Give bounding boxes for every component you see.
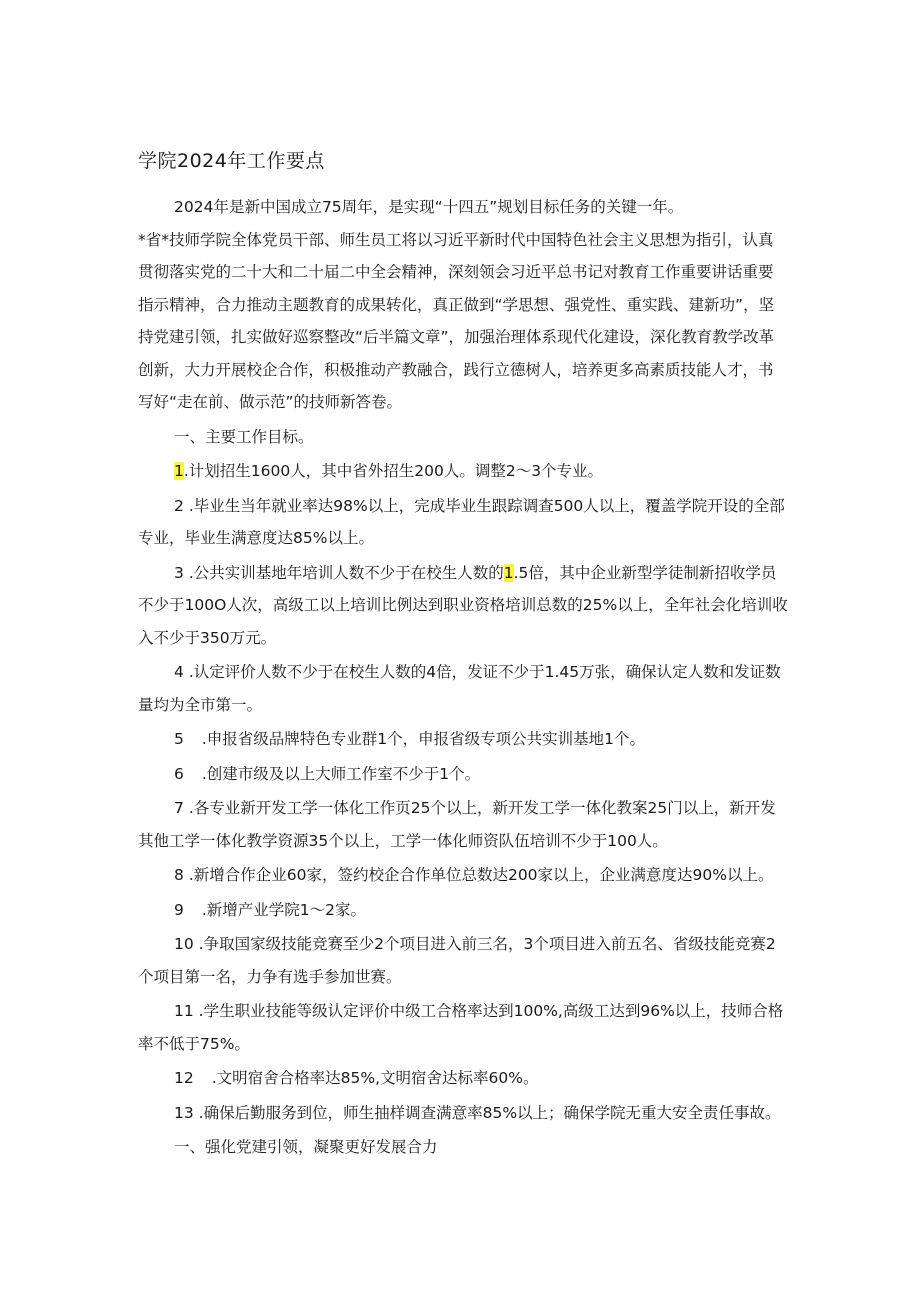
goal-item-3 (138, 557, 788, 655)
goal-item-5 (138, 723, 788, 756)
goal-number: 3 (174, 563, 184, 582)
document-body (138, 191, 788, 1166)
goal-text: .学生职业技能等级认定评价中级工合格率达到100%,高级工达到96%以上，技师合格率不低于75%。 (138, 1002, 784, 1053)
goal-number: 10 (174, 935, 194, 953)
goal-text: .5倍，其中企业新型学徒制新招收学员不少于100O人次，高级工以上培训比例达到职业资格培训总数的25%以上，全年社会化培训收入不少于350万元。 (138, 563, 788, 647)
goal-number: 5 (174, 730, 184, 748)
goal-item-11 (138, 995, 788, 1060)
goal-number: 1 (174, 462, 184, 480)
goal-text: .新增产业学院1～2家。 (201, 900, 367, 919)
goal-item-13 (138, 1097, 788, 1130)
goal-text: .确保后勤服务到位，师生抽样调查满意率85%以上；确保学院无重大安全责任事故。 (198, 1103, 781, 1122)
goal-text: .毕业生当年就业率达98%以上，完成毕业生跟踪调查500人以上，覆盖学院开设的全部专业，毕业生满意度达85%以上。 (138, 496, 785, 547)
goal-text: .新增合作企业60家，签约校企合作单位总数达200家以上，企业满意度达90%以上。 (188, 866, 774, 884)
goal-number: 7 (174, 799, 184, 817)
section-heading-goals: 一、主要工作目标。 (174, 427, 314, 446)
goal-text: .认定评价人数不少于在校生人数的4倍，发证不少于1.45万张，确保认定人数和发证数量均为全市第一。 (138, 663, 781, 714)
goal-item-2 (138, 490, 788, 555)
goal-number: 4 (174, 663, 184, 681)
goal-item-4 (138, 656, 788, 721)
goal-number: 9 (174, 900, 184, 919)
goal-text: .计划招生1600人，其中省外招生200人。调整2～3个专业。 (183, 462, 604, 480)
goal-number: 11 (174, 1002, 194, 1020)
intro-paragraph-rest: *省*技师学院全体党员干部、师生员工将以习近平新时代中国特色社会主义思想为指引，认真贯彻落实党的二十大和二十届二中全会精神，深刻领会习近平总书记对教育工作重要讲话重要指示精神，合力推动主题教育的成果转化，真正做到“学思想、强党性、重实践、建新功”，坚持党建引领，扎实做好巡察整改“后半篇文章”，加强治理体系现代化建设，深化教育教学改革创新，大力开展校企合作，积极推动产教融合，践行立德树人，培养更多高素质技能人才，书写好“走在前、做示范”的技师新答卷。 (138, 230, 775, 411)
intro-first-line: 2024年是新中国成立75周年，是实现“十四五”规划目标任务的关键一年。 (174, 198, 684, 216)
goal-item-7 (138, 792, 788, 857)
goal-text: .申报省级品牌特色专业群1个，申报省级专项公共实训基地1个。 (201, 730, 646, 748)
goal-item-9 (138, 894, 788, 927)
goal-text: .公共实训基地年培训人数不少于在校生人数的 (188, 563, 504, 582)
goal-item-10 (138, 928, 788, 993)
goal-item-1 (138, 455, 788, 488)
goal-text: .文明宿舍合格率达85%,文明宿舍达标率60%。 (211, 1069, 539, 1087)
section-heading-party: 一、强化党建引领，凝聚更好发展合力 (174, 1138, 438, 1156)
goal-item-6 (138, 758, 788, 791)
document-title: 学院2024年工作要点 (138, 150, 325, 172)
goal-item-8 (138, 859, 788, 892)
goal-text: .创建市级及以上大师工作室不少于1个。 (201, 764, 481, 783)
goal-number: 8 (174, 866, 184, 884)
goal-number: 6 (174, 764, 184, 783)
goal-item-12 (138, 1062, 788, 1095)
goal-number: 2 (174, 496, 184, 515)
goal-number: 13 (174, 1103, 194, 1122)
intro-paragraph (138, 191, 788, 224)
highlighted-digit: 1 (503, 563, 514, 582)
goal-text: .争取国家级技能竞赛至少2个项目进入前三名，3个项目进入前五名、省级技能竞赛2个项目第一名，力争有选手参加世赛。 (138, 935, 776, 986)
goal-number: 12 (174, 1069, 194, 1087)
goal-text: .各专业新开发工学一体化工作页25个以上，新开发工学一体化教案25门以上，新开发其他工学一体化教学资源35个以上，工学一体化师资队伍培训不少于100人。 (138, 799, 776, 850)
